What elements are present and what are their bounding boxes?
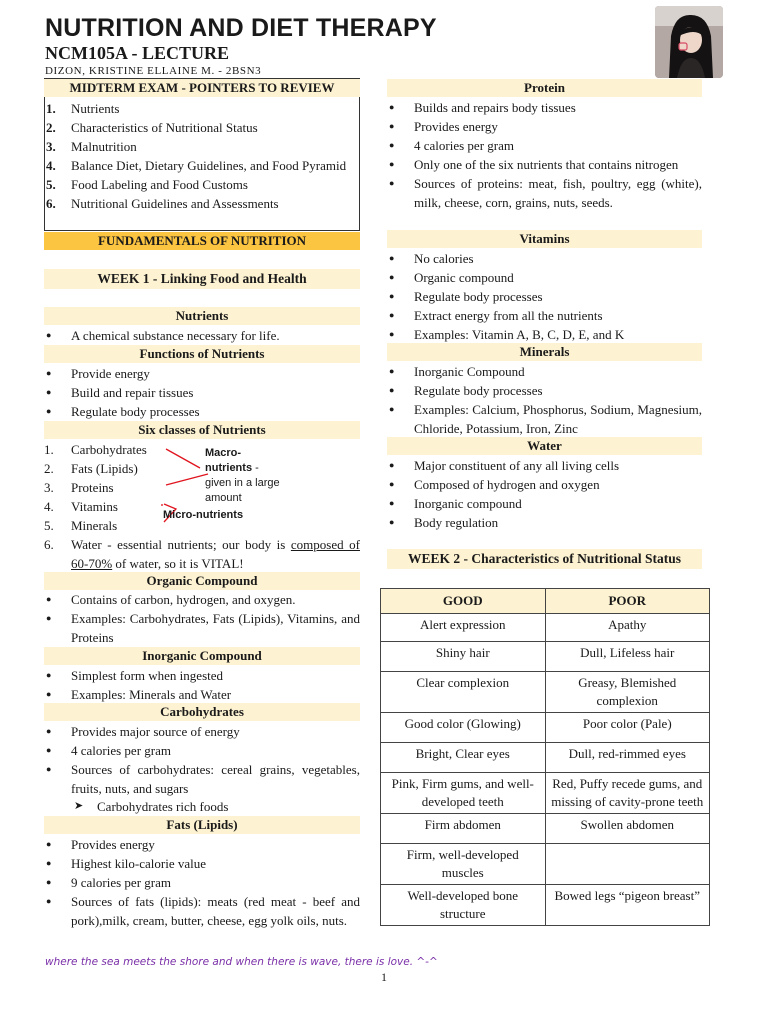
poor-cell: Poor color (Pale) <box>545 713 710 743</box>
list-item: ● 4 calories per gram <box>387 136 702 155</box>
poor-cell: Dull, Lifeless hair <box>545 642 710 672</box>
minerals-list <box>387 362 702 438</box>
list-item: ● Sources of fats (lipids): meats (red meat - beef and pork),milk, cream, butter, cheese, egg yolk oils, nuts. <box>44 892 360 930</box>
list-item: 6. Water - essential nutrients; our body is composed of 60-70% of water, so it is VITAL! <box>44 537 360 571</box>
list-item: ● Examples: Minerals and Water <box>44 685 360 704</box>
carbohydrates-list <box>44 722 360 798</box>
list-item: ● Extract energy from all the nutrients <box>387 306 702 325</box>
table-row <box>381 713 710 743</box>
functions-list <box>44 364 360 421</box>
poor-cell: Bowed legs “pigeon breast” <box>545 885 710 926</box>
list-item: ● Builds and repairs body tissues <box>387 98 702 117</box>
poor-cell: Greasy, Blemished complexion <box>545 672 710 713</box>
table-row <box>381 814 710 844</box>
micro-nutrients-label: Micro-nutrients <box>163 509 244 521</box>
document-title: NUTRITION AND DIET THERAPY <box>45 14 437 42</box>
footer-quote: where the sea meets the shore and when there is wave, there is love. ^-^ <box>45 956 438 968</box>
list-item: ● Simplest form when ingested <box>44 666 360 685</box>
table-header-row <box>381 589 710 614</box>
organic-list <box>44 590 360 647</box>
profile-photo-icon <box>655 6 723 78</box>
document-subtitle: NCM105A - LECTURE <box>45 43 230 63</box>
poor-cell <box>545 844 710 885</box>
list-item: ● No calories <box>387 249 702 268</box>
arrow-right-icon: ➤ <box>74 800 84 812</box>
list-item: 2. Fats (Lipids) <box>44 461 138 476</box>
list-item: 5. Food Labeling and Food Customs <box>46 177 248 192</box>
organic-header: Organic Compound <box>44 572 360 590</box>
list-item: ● Sources of carbohydrates: cereal grains, vegetables, fruits, nuts, and sugars <box>44 760 360 798</box>
table-row <box>381 743 710 773</box>
fats-header: Fats (Lipids) <box>44 816 360 834</box>
good-cell: Firm abdomen <box>381 814 546 844</box>
nutritional-status-table <box>380 588 710 926</box>
table-row <box>381 885 710 926</box>
good-cell: Good color (Glowing) <box>381 713 546 743</box>
list-item: ● Regulate body processes <box>387 381 702 400</box>
list-item: 1. Carbohydrates <box>44 442 147 457</box>
list-item: ● Inorganic Compound <box>387 362 702 381</box>
list-item: ● Provide energy <box>44 364 360 383</box>
water-header: Water <box>387 437 702 455</box>
vitamins-list <box>387 249 702 344</box>
week1-header: WEEK 1 - Linking Food and Health <box>44 269 360 289</box>
author-line: DIZON, KRISTINE ELLAINE M. - 2BSN3 <box>45 65 262 77</box>
list-item: 1. Nutrients <box>46 101 120 116</box>
good-cell: Shiny hair <box>381 642 546 672</box>
list-item: ● Organic compound <box>387 268 702 287</box>
column-header-good: GOOD <box>381 589 546 614</box>
list-item: ● Body regulation <box>387 513 702 532</box>
list-item: ● Regulate body processes <box>44 402 360 421</box>
list-item: 3. Malnutrition <box>46 139 137 154</box>
list-item: ● Only one of the six nutrients that contains nitrogen <box>387 155 702 174</box>
table-row <box>381 844 710 885</box>
good-cell: Well-developed bone structure <box>381 885 546 926</box>
week2-header: WEEK 2 - Characteristics of Nutritional Status <box>387 549 702 569</box>
carbohydrates-subitem: ➤ Carbohydrates rich foods <box>74 799 229 814</box>
protein-header: Protein <box>387 79 702 97</box>
list-item: 5. Minerals <box>44 518 118 533</box>
column-header-poor: POOR <box>545 589 710 614</box>
list-item: ● Highest kilo-calorie value <box>44 854 360 873</box>
list-item: ● 9 calories per gram <box>44 873 360 892</box>
table-row <box>381 773 710 814</box>
list-item: 4. Balance Diet, Dietary Guidelines, and Food Pyramid <box>46 158 347 173</box>
table-row <box>381 642 710 672</box>
avatar <box>655 6 723 78</box>
list-item: ● 4 calories per gram <box>44 741 360 760</box>
page-number: 1 <box>381 970 387 984</box>
list-item: ● Major constituent of any all living cells <box>387 456 702 475</box>
list-item: ● Sources of proteins: meat, fish, poultry, egg (white), milk, cheese, corn, grains, nuts, seeds. <box>387 174 702 212</box>
list-item: ● Build and repair tissues <box>44 383 360 402</box>
six-classes-header: Six classes of Nutrients <box>44 421 360 439</box>
protein-list <box>387 98 702 212</box>
good-cell: Alert expression <box>381 614 546 642</box>
poor-cell: Swollen abdomen <box>545 814 710 844</box>
list-item: ● Provides major source of energy <box>44 722 360 741</box>
poor-cell: Red, Puffy recede gums, and missing of cavity-prone teeth <box>545 773 710 814</box>
list-item: ● Provides energy <box>387 117 702 136</box>
table-row <box>381 614 710 642</box>
list-item: ● Inorganic compound <box>387 494 702 513</box>
list-item: 4. Vitamins <box>44 499 118 514</box>
midterm-header: MIDTERM EXAM - POINTERS TO REVIEW <box>44 79 360 97</box>
midterm-list <box>44 99 360 213</box>
macro-nutrients-note: Macro- nutrients - given in a large amount <box>205 447 280 504</box>
inorganic-header: Inorganic Compound <box>44 647 360 665</box>
good-cell: Firm, well-developed muscles <box>381 844 546 885</box>
poor-cell: Dull, red-rimmed eyes <box>545 743 710 773</box>
inorganic-list <box>44 666 360 704</box>
nutrients-header: Nutrients <box>44 307 360 325</box>
list-item: ● Contains of carbon, hydrogen, and oxygen. <box>44 590 360 609</box>
table-row <box>381 672 710 713</box>
minerals-header: Minerals <box>387 343 702 361</box>
poor-cell: Apathy <box>545 614 710 642</box>
functions-header: Functions of Nutrients <box>44 345 360 363</box>
list-item: ● Examples: Vitamin A, B, C, D, E, and K <box>387 325 702 344</box>
fundamentals-header: FUNDAMENTALS OF NUTRITION <box>44 232 360 250</box>
water-list <box>387 456 702 532</box>
list-item: 6. Nutritional Guidelines and Assessments <box>46 196 279 211</box>
vitamins-header: Vitamins <box>387 230 702 248</box>
list-item: ● Examples: Carbohydrates, Fats (Lipids), Vitamins, and Proteins <box>44 609 360 647</box>
good-cell: Bright, Clear eyes <box>381 743 546 773</box>
list-item: ● Examples: Calcium, Phosphorus, Sodium, Magnesium, Chloride, Potassium, Iron, Zinc <box>387 400 702 438</box>
list-item: 3. Proteins <box>44 480 114 495</box>
list-item: ● Provides energy <box>44 835 360 854</box>
list-item: ● Regulate body processes <box>387 287 702 306</box>
nutrients-list <box>44 326 360 345</box>
good-cell: Pink, Firm gums, and well-developed teeth <box>381 773 546 814</box>
list-item: ● Composed of hydrogen and oxygen <box>387 475 702 494</box>
good-cell: Clear complexion <box>381 672 546 713</box>
list-item: 2. Characteristics of Nutritional Status <box>46 120 258 135</box>
carbohydrates-header: Carbohydrates <box>44 703 360 721</box>
fats-list <box>44 835 360 930</box>
list-item: ● A chemical substance necessary for life. <box>44 326 360 345</box>
